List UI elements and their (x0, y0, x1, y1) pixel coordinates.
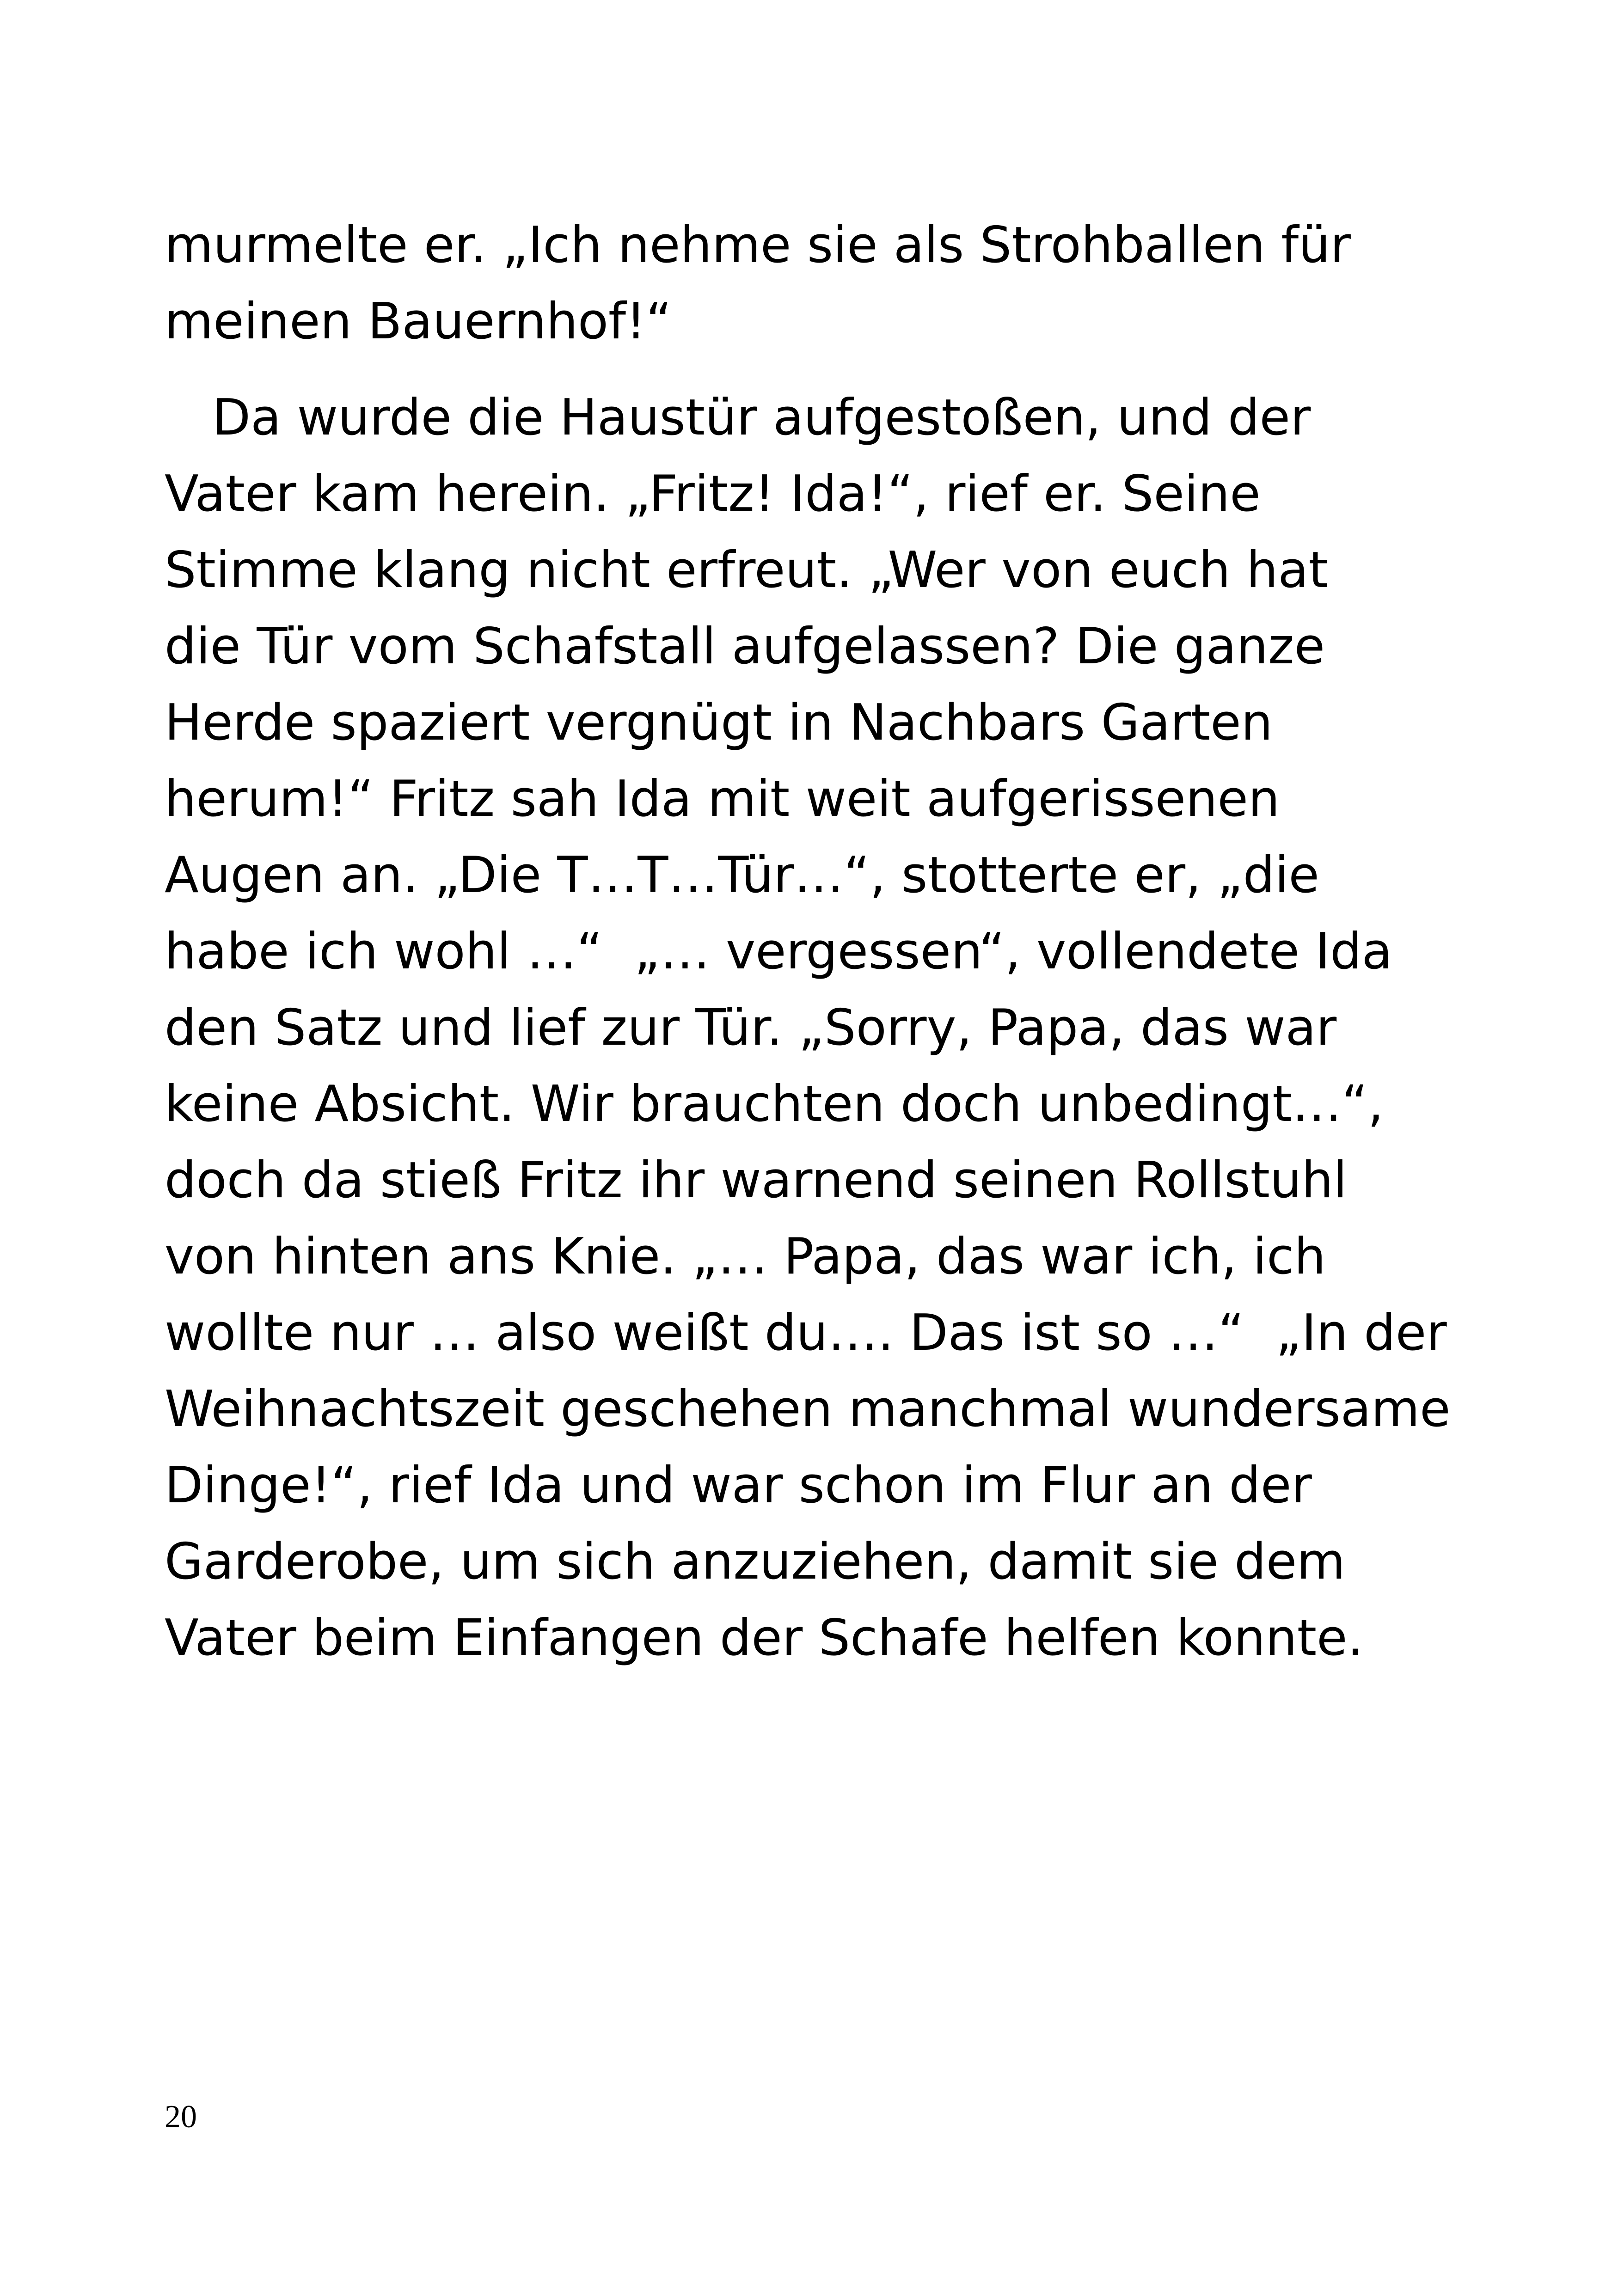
paragraph-spacer (165, 360, 1551, 380)
text-line: Herde spaziert vergnügt in Nachbars Garten (165, 694, 1273, 752)
text-line: Garderobe, um sich anzuziehen, damit sie dem (165, 1533, 1346, 1591)
text-line: meinen Bauernhof!“ (165, 293, 672, 350)
text-line: Da wurde die Haustür aufgestoßen, und der (165, 389, 1311, 447)
text-line: murmelte er. „Ich nehme sie als Strohballen für (165, 216, 1351, 274)
text-line: Vater kam herein. „Fritz! Ida!“, rief er. Seine (165, 465, 1261, 523)
text-line: den Satz und lief zur Tür. „Sorry, Papa, das war (165, 999, 1337, 1057)
text-line: die Tür vom Schafstall aufgelassen? Die ganze (165, 618, 1325, 675)
text-line: von hinten ans Knie. „… Papa, das war ich, ich (165, 1228, 1326, 1286)
text-line: keine Absicht. Wir brauchten doch unbedingt…“, (165, 1075, 1384, 1133)
paragraph-1 (165, 207, 1551, 360)
text-line: herum!“ Fritz sah Ida mit weit aufgerissenen (165, 770, 1280, 828)
text-line: Augen an. „Die T…T…Tür…“, stotterte er, „die (165, 846, 1319, 904)
text-line: Vater beim Einfangen der Schafe helfen konnte. (165, 1609, 1363, 1667)
story-text (165, 207, 1551, 1676)
text-line: wollte nur … also weißt du…. Das ist so …“ „In der (165, 1304, 1447, 1362)
text-line: Weihnachtszeit geschehen manchmal wundersame (165, 1380, 1451, 1438)
page-number: 20 (165, 2099, 197, 2135)
text-line: doch da stieß Fritz ihr warnend seinen Rollstuhl (165, 1151, 1347, 1209)
text-line: habe ich wohl …“ „… vergessen“, vollendete Ida (165, 923, 1392, 980)
text-line: Dinge!“, rief Ida und war schon im Flur an der (165, 1457, 1312, 1514)
paragraph-2 (165, 380, 1551, 1676)
text-line: Stimme klang nicht erfreut. „Wer von euch hat (165, 541, 1328, 599)
